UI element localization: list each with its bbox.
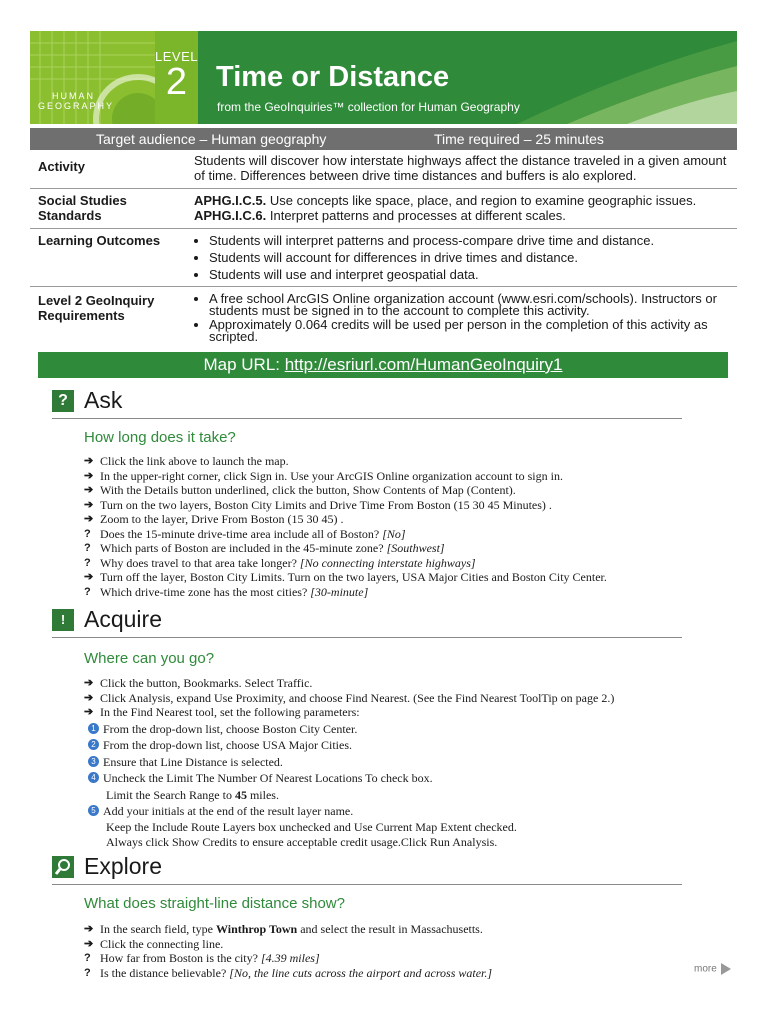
- more-link[interactable]: [694, 963, 731, 975]
- question-mark-icon: ?: [84, 542, 91, 554]
- step-number-icon: 1: [88, 723, 99, 734]
- table-row-activity: [30, 151, 737, 188]
- target-audience: Target audience – Human geography: [96, 131, 327, 147]
- acquire-steps: [84, 676, 704, 850]
- page-title: Time or Distance: [216, 61, 450, 93]
- list-item: 1 From the drop-down list, choose Boston City Center.: [84, 722, 704, 737]
- info-table: [30, 151, 737, 347]
- arrow-icon: ➔: [84, 571, 94, 583]
- map-url-label: Map URL:: [203, 355, 285, 374]
- list-item: ➔ In the Find Nearest tool, set the following parameters:: [84, 705, 360, 719]
- magnifier-icon: [52, 856, 74, 878]
- logo-line-2: GEOGRAPHY: [38, 101, 115, 111]
- level-badge: [155, 31, 198, 124]
- map-url-link[interactable]: http://esriurl.com/HumanGeoInquiry1: [284, 355, 563, 374]
- list-item: • Students will account for differences in drive times and distance.: [209, 250, 729, 265]
- more-label: more: [694, 963, 717, 975]
- question-mark-icon: ?: [84, 527, 91, 540]
- list-item: ? Does the 15-minute drive-time area include all of Boston? [No]: [84, 526, 406, 541]
- list-item: Always click Show Credits to ensure acceptable credit usage.Click Run Analysis.: [106, 835, 498, 849]
- acquire-question: Where can you go?: [84, 650, 215, 667]
- step-number-icon: 2: [88, 739, 99, 750]
- header-banner: [30, 31, 737, 124]
- list-item: ? How far from Boston is the city? [4.39 miles]: [84, 951, 320, 965]
- human-geography-logo: [30, 31, 155, 124]
- outcomes-label: Learning Outcomes: [38, 232, 161, 248]
- level-number: 2: [165, 61, 188, 103]
- section-explore: [52, 854, 682, 885]
- explore-steps: [84, 922, 704, 980]
- standard-1-text: Use concepts like space, place, and region to examine geographic issues.: [266, 192, 697, 208]
- arrow-icon: ➔: [84, 677, 94, 689]
- time-required: Time required – 25 minutes: [434, 131, 604, 147]
- table-row-standards: [30, 188, 737, 228]
- standard-1-code: APHG.I.C.5.: [194, 192, 267, 208]
- standard-2-text: Interpret patterns and processes at different scales.: [266, 207, 566, 223]
- list-item: ➔ Click Analysis, expand Use Proximity, and choose Find Nearest. (See the Find Nearest ToolTip on page 2.): [84, 690, 615, 705]
- question-mark-icon: ?: [84, 952, 91, 964]
- list-item: ➔ Click the connecting line.: [84, 936, 224, 951]
- question-icon: ?: [52, 390, 74, 412]
- explore-question: What does straight-line distance show?: [84, 895, 345, 912]
- list-item: ➔ Click the link above to launch the map.: [84, 454, 289, 468]
- standard-1: [194, 193, 729, 208]
- list-item: 4 Uncheck the Limit The Number Of Nearest Locations To check box.: [84, 771, 704, 786]
- list-item: ➔ In the search field, type Winthrop Town and select the result in Massachusetts.: [84, 922, 483, 936]
- activity-text: Students will discover how interstate highways affect the distance traveled in a given amount of time. Differences between drive time distances and buffers is alo explored.: [194, 153, 727, 183]
- question-mark-icon: ?: [84, 585, 91, 598]
- list-item: ? Is the distance believable? [No, the line cuts across the airport and across water.]: [84, 965, 493, 980]
- arrow-icon: ➔: [84, 484, 94, 496]
- page-subtitle: from the GeoInquiries™ collection for Human Geography: [217, 100, 520, 114]
- list-item: • Approximately 0.064 credits will be used per person in the completion of this activity as scripted.: [209, 319, 729, 343]
- step-number-icon: 4: [88, 772, 99, 783]
- list-item: Keep the Include Route Layers box unchecked and Use Current Map Extent checked.: [106, 819, 517, 834]
- standards-label: Social Studies Standards: [38, 192, 127, 223]
- list-item: ➔ Zoom to the layer, Drive From Boston (15 30 45) .: [84, 512, 344, 526]
- map-url-bar: [38, 352, 728, 378]
- list-item: ➔ With the Details button underlined, click the button, Show Contents of Map (Content).: [84, 483, 516, 497]
- section-ask: [52, 388, 682, 419]
- arrow-icon: ➔: [84, 513, 94, 525]
- activity-label: Activity: [38, 159, 85, 174]
- list-item: 2 From the drop-down list, choose USA Major Cities.: [84, 738, 704, 753]
- section-title: Acquire: [84, 606, 162, 632]
- list-item: ? Which parts of Boston are included in the 45-minute zone? [Southwest]: [84, 541, 445, 555]
- table-row-requirements: [30, 286, 737, 347]
- list-item: • Students will use and interpret geospatial data.: [209, 267, 729, 282]
- audience-time-band: [30, 128, 737, 150]
- list-item: • A free school ArcGIS Online organization account (www.esri.com/schools). Instructors or students must be signed in to the account to complete this activity.: [209, 293, 729, 317]
- standard-2: [194, 208, 729, 223]
- list-item: 5 Add your initials at the end of the result layer name.: [84, 804, 704, 819]
- list-item: ➔ Turn off the layer, Boston City Limits. Turn on the two layers, USA Major Cities and Boston City Center.: [84, 570, 607, 584]
- list-item: Limit the Search Range to 45 miles.: [106, 787, 279, 802]
- logo-line-1: HUMAN: [52, 91, 95, 101]
- ask-question: How long does it take?: [84, 429, 236, 446]
- arrow-icon: ➔: [84, 455, 94, 467]
- arrow-icon: ➔: [84, 923, 94, 935]
- arrow-icon: ➔: [84, 498, 94, 511]
- list-item: ? Why does travel to that area take longer? [No connecting interstate highways]: [84, 555, 476, 570]
- ask-steps: [84, 454, 704, 599]
- step-number-icon: 5: [88, 805, 99, 816]
- list-item: 3 Ensure that Line Distance is selected.: [84, 755, 704, 770]
- question-mark-icon: ?: [84, 556, 91, 569]
- level-word: LEVEL: [155, 49, 198, 64]
- table-row-outcomes: [30, 228, 737, 286]
- list-item: ➔ Turn on the two layers, Boston City Limits and Drive Time From Boston (15 30 45 Minutes) .: [84, 497, 552, 512]
- list-item: ➔ In the upper-right corner, click Sign in. Use your ArcGIS Online organization account to sign in.: [84, 468, 563, 483]
- arrow-icon: ➔: [84, 469, 94, 482]
- play-arrow-icon: [721, 963, 731, 975]
- arrow-icon: ➔: [84, 706, 94, 718]
- outcomes-list: [194, 233, 729, 282]
- requirements-list: [194, 290, 729, 344]
- arrow-icon: ➔: [84, 691, 94, 704]
- list-item: ➔ Click the button, Bookmarks. Select Traffic.: [84, 676, 313, 690]
- list-item: ? Which drive-time zone has the most cities? [30-minute]: [84, 584, 369, 599]
- section-acquire: [52, 607, 682, 638]
- requirements-label: Level 2 GeoInquiry Requirements: [38, 292, 155, 323]
- list-item: • Students will interpret patterns and process-compare drive time and distance.: [209, 233, 729, 248]
- arrow-icon: ➔: [84, 937, 94, 950]
- section-title: Explore: [84, 853, 162, 879]
- alert-icon: !: [52, 609, 74, 631]
- step-number-icon: 3: [88, 756, 99, 767]
- section-title: Ask: [84, 387, 123, 413]
- question-mark-icon: ?: [84, 966, 91, 979]
- standard-2-code: APHG.I.C.6.: [194, 207, 267, 223]
